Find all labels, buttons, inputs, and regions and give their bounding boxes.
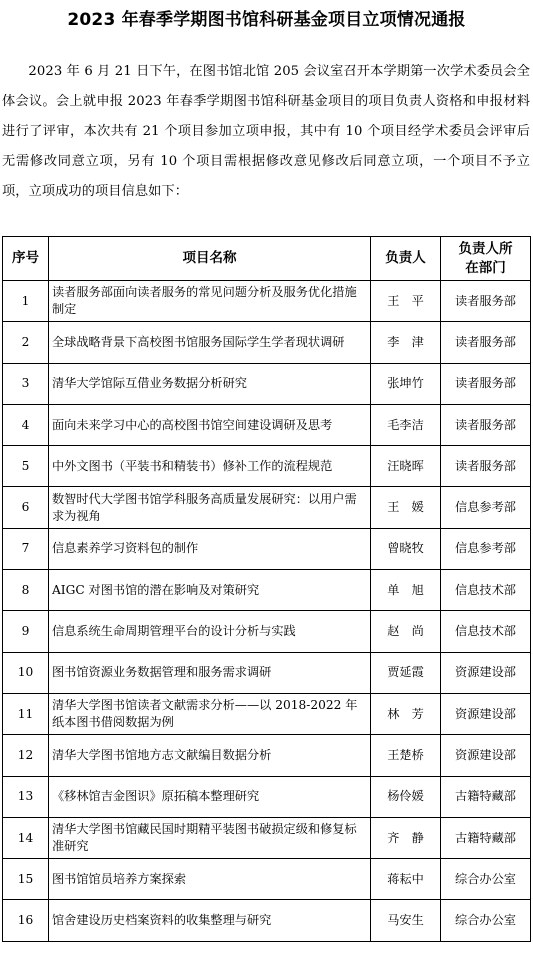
project-lead: 曾晓牧	[371, 528, 441, 569]
row-number: 16	[3, 900, 49, 941]
row-number: 9	[3, 611, 49, 652]
lead-department: 综合办公室	[441, 859, 531, 900]
header-project-name: 项目名称	[49, 237, 371, 281]
header-no: 序号	[3, 237, 49, 281]
table-row	[3, 322, 531, 363]
project-name: 图书馆馆员培养方案探索	[49, 859, 371, 900]
project-lead: 毛李洁	[371, 404, 441, 445]
row-number: 14	[3, 817, 49, 858]
lead-department: 读者服务部	[441, 404, 531, 445]
row-number: 5	[3, 446, 49, 487]
header-person: 负责人	[371, 237, 441, 281]
row-number: 15	[3, 859, 49, 900]
table-row	[3, 652, 531, 693]
project-name: 清华大学馆际互借业务数据分析研究	[49, 363, 371, 404]
row-number: 1	[3, 281, 49, 322]
project-lead: 王 平	[371, 281, 441, 322]
project-name: 数智时代大学图书馆学科服务高质量发展研究：以用户需求为视角	[49, 487, 371, 528]
table-row	[3, 859, 531, 900]
table-row	[3, 446, 531, 487]
project-lead: 齐 静	[371, 817, 441, 858]
document-title: 2023 年春季学期图书馆科研基金项目立项情况通报	[67, 10, 466, 30]
project-name: 信息系统生命周期管理平台的设计分析与实践	[49, 611, 371, 652]
project-name: 清华大学图书馆藏民国时期精平装图书破损定级和修复标准研究	[49, 817, 371, 858]
row-number: 4	[3, 404, 49, 445]
table-header-row	[3, 237, 531, 281]
project-name: 清华大学图书馆读者文献需求分析——以 2018-2022 年纸本图书借阅数据为例	[49, 693, 371, 734]
header-department	[441, 237, 531, 281]
project-name: 馆舍建设历史档案资料的收集整理与研究	[49, 900, 371, 941]
project-lead: 马安生	[371, 900, 441, 941]
project-name: 读者服务部面向读者服务的常见问题分析及服务优化措施制定	[49, 281, 371, 322]
lead-department: 信息参考部	[441, 528, 531, 569]
lead-department: 读者服务部	[441, 322, 531, 363]
row-number: 13	[3, 776, 49, 817]
project-name: 信息素养学习资料包的制作	[49, 528, 371, 569]
project-lead: 赵 尚	[371, 611, 441, 652]
row-number: 10	[3, 652, 49, 693]
row-number: 12	[3, 735, 49, 776]
project-lead: 单 旭	[371, 570, 441, 611]
project-lead: 蒋耘中	[371, 859, 441, 900]
lead-department: 信息技术部	[441, 611, 531, 652]
table-row	[3, 487, 531, 528]
row-number: 8	[3, 570, 49, 611]
project-lead: 贾延霞	[371, 652, 441, 693]
project-lead: 王楚桥	[371, 735, 441, 776]
row-number: 2	[3, 322, 49, 363]
lead-department: 古籍特藏部	[441, 776, 531, 817]
table-row	[3, 776, 531, 817]
lead-department: 资源建设部	[441, 652, 531, 693]
intro-paragraph: 2023 年 6 月 21 日下午，在图书馆北馆 205 会议室召开本学期第一次学术委员会全体会议。会上就申报 2023 年春季学期图书馆科研基金项目的项目负责人资格和申报材料进行了评审，本次共有 21 个项目参加立项申报，其中有 10 个项目经学术委员会评审后无需修改同意立项，另有 10 个项目需根据修改意见修改后同意立项，一个项目不予立项，立项成功的项目信息如下：	[2, 64, 530, 200]
project-lead: 杨伶媛	[371, 776, 441, 817]
row-number: 6	[3, 487, 49, 528]
table-row	[3, 735, 531, 776]
header-department-line2: 在部门	[465, 259, 506, 276]
row-number: 3	[3, 363, 49, 404]
project-name: 清华大学图书馆地方志文献编目数据分析	[49, 735, 371, 776]
table-row	[3, 570, 531, 611]
project-name: 图书馆资源业务数据管理和服务需求调研	[49, 652, 371, 693]
project-lead: 张坤竹	[371, 363, 441, 404]
row-number: 11	[3, 693, 49, 734]
table-row	[3, 817, 531, 858]
lead-department: 古籍特藏部	[441, 817, 531, 858]
project-lead: 林 芳	[371, 693, 441, 734]
table-row	[3, 528, 531, 569]
project-name: 中外文图书（平装书和精装书）修补工作的流程规范	[49, 446, 371, 487]
table-row	[3, 363, 531, 404]
table-row	[3, 611, 531, 652]
header-department-line1: 负责人所	[458, 240, 513, 257]
lead-department: 读者服务部	[441, 281, 531, 322]
lead-department: 读者服务部	[441, 446, 531, 487]
project-lead: 汪晓晖	[371, 446, 441, 487]
table-row	[3, 404, 531, 445]
project-name: AIGC 对图书馆的潜在影响及对策研究	[49, 570, 371, 611]
table-row	[3, 281, 531, 322]
project-lead: 王 媛	[371, 487, 441, 528]
lead-department: 资源建设部	[441, 735, 531, 776]
lead-department: 信息技术部	[441, 570, 531, 611]
project-table	[2, 236, 531, 942]
project-name: 《移林馆吉金图识》原拓稿本整理研究	[49, 776, 371, 817]
row-number: 7	[3, 528, 49, 569]
project-name: 面向未来学习中心的高校图书馆空间建设调研及思考	[49, 404, 371, 445]
project-name: 全球战略背景下高校图书馆服务国际学生学者现状调研	[49, 322, 371, 363]
table-row	[3, 900, 531, 941]
table-row	[3, 693, 531, 734]
project-lead: 李 津	[371, 322, 441, 363]
lead-department: 综合办公室	[441, 900, 531, 941]
lead-department: 信息参考部	[441, 487, 531, 528]
lead-department: 读者服务部	[441, 363, 531, 404]
lead-department: 资源建设部	[441, 693, 531, 734]
